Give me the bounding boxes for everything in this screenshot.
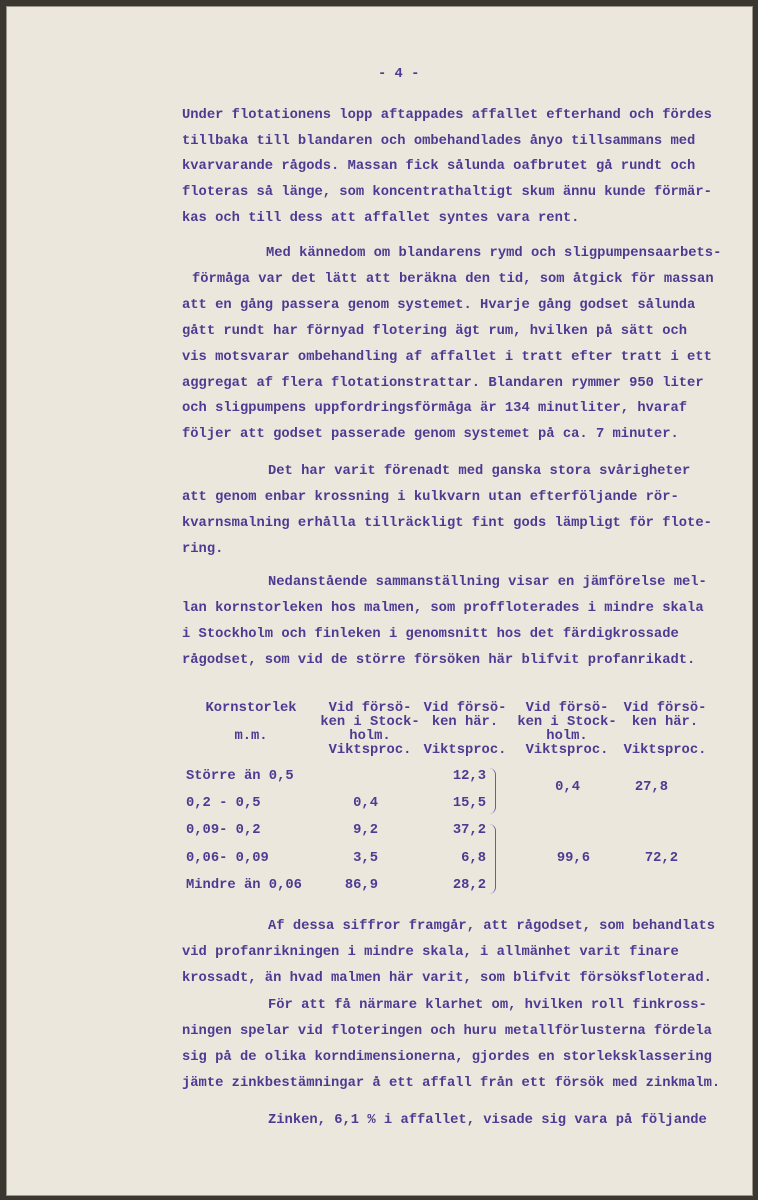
text-line: Af dessa siffror framgår, att rågodset, som behandlats xyxy=(268,919,716,934)
text-line: tillbaka till blandaren och ombehandlades ånyo tillsammans med xyxy=(182,134,696,149)
group-brace xyxy=(489,824,496,894)
table-group-har: 72,2 xyxy=(644,851,678,866)
table-cell-stockholm: 9,2 xyxy=(353,823,378,838)
text-line: följer att godset passerade genom systemet på ca. 7 minuter. xyxy=(182,427,679,442)
text-line: Zinken, 6,1 % i affallet, visade sig vara på följande xyxy=(268,1113,707,1128)
text-line: ring. xyxy=(182,542,224,557)
table-cell-size: Mindre än 0,06 xyxy=(186,878,302,893)
table-header-har-2: Vid försö- ken här. Viktsproc. xyxy=(623,701,707,758)
table-cell-har: 12,3 xyxy=(452,769,486,784)
table-cell-size: 0,2 - 0,5 xyxy=(186,796,261,811)
text-line: förmåga var det lätt att beräkna den tid, som åtgick för massan xyxy=(192,272,714,287)
text-line: sig på de olika korndimensionerna, gjordes en storleksklassering xyxy=(182,1050,712,1065)
text-line: Med kännedom om blandarens rymd och sligpumpensaarbets- xyxy=(266,246,722,261)
table-header-har-1: Vid försö- ken här. Viktsproc. xyxy=(423,701,507,758)
table-cell-size: Större än 0,5 xyxy=(186,769,294,784)
text-line: vis motsvarar ombehandling af affallet i tratt efter tratt i ett xyxy=(182,350,712,365)
table-cell-har: 6,8 xyxy=(461,851,486,866)
table-group-stockholm: 0,4 xyxy=(555,780,580,795)
text-line: och sligpumpens uppfordringsförmåga är 134 minutliter, hvaraf xyxy=(182,401,688,416)
table-group-har: 27,8 xyxy=(634,780,668,795)
text-line: ningen spelar vid floteringen och huru metallförlusterna fördela xyxy=(182,1024,712,1039)
text-line: kvarnsmalning erhålla tillräckligt fint gods lämpligt för flote- xyxy=(182,516,712,531)
text-line: kvarvarande rågods. Massan fick sålunda oafbrutet gå rundt och xyxy=(182,159,696,174)
table-cell-har: 15,5 xyxy=(452,796,486,811)
table-group-stockholm: 99,6 xyxy=(556,851,590,866)
text-line: Nedanstående sammanställning visar en jämförelse mel- xyxy=(268,575,707,590)
text-line: att en gång passera genom systemet. Hvarje gång godset sålunda xyxy=(182,298,696,313)
text-line: vid profanrikningen i mindre skala, i allmänhet varit finare xyxy=(182,945,679,960)
text-line: krossadt, än hvad malmen här varit, som blifvit försöksfloterad. xyxy=(182,971,712,986)
text-line: kas och till dess att affallet syntes vara rent. xyxy=(182,211,580,226)
table-header-stockholm-2: Vid försö- ken i Stock- holm. Viktsproc. xyxy=(517,701,617,758)
table-cell-stockholm: 0,4 xyxy=(353,796,378,811)
table-cell-stockholm: 86,9 xyxy=(344,878,378,893)
text-line: jämte zinkbestämningar å ett affall från ett försök med zinkmalm. xyxy=(182,1076,721,1091)
text-line: För att få närmare klarhet om, hvilken roll finkross- xyxy=(268,998,707,1013)
table-header-stockholm-1: Vid försö- ken i Stock- holm. Viktsproc. xyxy=(320,701,420,758)
text-line: i Stockholm och finleken i genomsnitt hos det färdigkrossade xyxy=(182,627,679,642)
table-header-size: Kornstorlek m.m. xyxy=(205,701,297,744)
text-line: floteras så länge, som koncentrathaltigt skum ännu kunde förmär- xyxy=(182,185,712,200)
text-line: aggregat af flera flotationstrattar. Blandaren rymmer 950 liter xyxy=(182,376,704,391)
table-cell-size: 0,09- 0,2 xyxy=(186,823,261,838)
text-line: att genom enbar krossning i kulkvarn utan efterföljande rör- xyxy=(182,490,679,505)
text-line: lan kornstorleken hos malmen, som proffloterades i mindre skala xyxy=(182,601,704,616)
text-line: rågodset, som vid de större försöken här blifvit profanrikadt. xyxy=(182,653,696,668)
text-line: Det har varit förenadt med ganska stora svårigheter xyxy=(268,464,691,479)
text-line: Under flotationens lopp aftappades affallet efterhand och fördes xyxy=(182,108,712,123)
table-cell-stockholm: 3,5 xyxy=(353,851,378,866)
text-line: gått rundt har förnyad flotering ägt rum, hvilken på sätt och xyxy=(182,324,688,339)
table-cell-har: 37,2 xyxy=(452,823,486,838)
page-number: - 4 - xyxy=(378,67,420,82)
table-cell-har: 28,2 xyxy=(452,878,486,893)
group-brace xyxy=(489,768,496,814)
table-cell-size: 0,06- 0,09 xyxy=(186,851,269,866)
